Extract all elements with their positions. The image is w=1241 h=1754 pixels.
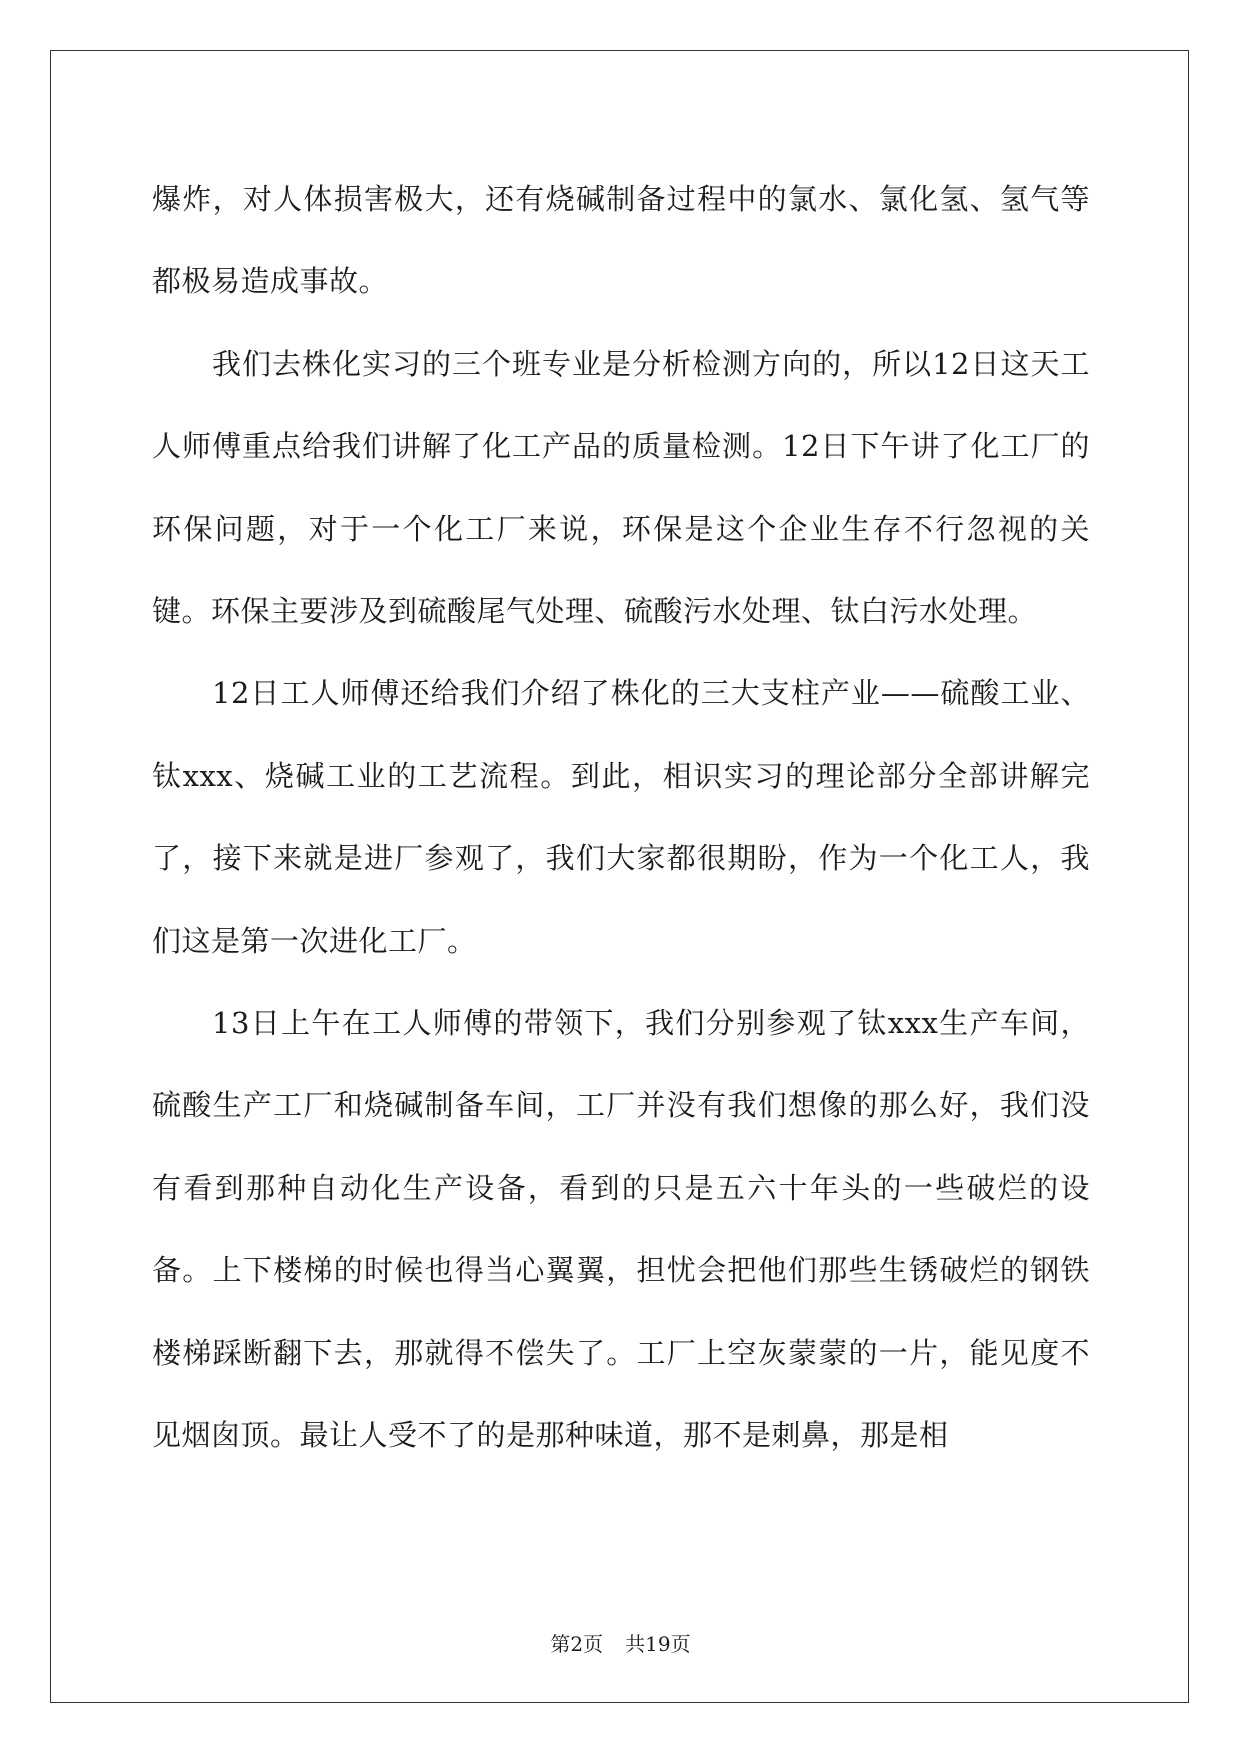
- page-total: 共19页: [625, 1632, 691, 1656]
- paragraph-1: 爆炸，对人体损害极大，还有烧碱制备过程中的氯水、氯化氢、氢气等都极易造成事故。: [152, 182, 1090, 299]
- paragraph-4: 13日上午在工人师傅的带领下，我们分别参观了钛xxx生产车间，硫酸生产工厂和烧碱制备车间，工厂并没有我们想像的那么好，我们没有看到那种自动化生产设备，看到的只是五六十年头的一些破烂的设备。上下楼梯的时候也得当心翼翼，担忧会把他们那些生锈破烂的钢铁楼梯踩断翻下去，那就得不偿失了。工厂上空灰蒙蒙的一片，能见度不见烟囱顶。最让人受不了的是那种味道，那不是刺鼻，那是相: [152, 1006, 1090, 1453]
- paragraph-2: 我们去株化实习的三个班专业是分析检测方向的，所以12日这天工人师傅重点给我们讲解了化工产品的质量检测。12日下午讲了化工厂的环保问题，对于一个化工厂来说，环保是这个企业生存不行忽视的关键。环保主要涉及到硫酸尾气处理、硫酸污水处理、钛白污水处理。: [152, 346, 1090, 629]
- page-number: 第2页: [550, 1632, 604, 1656]
- page-footer: [0, 1628, 1241, 1657]
- paragraph-3: 12日工人师傅还给我们介绍了株化的三大支柱产业——硫酸工业、钛xxx、烧碱工业的工艺流程。到此，相识实习的理论部分全部讲解完了，接下来就是进厂参观了，我们大家都很期盼，作为一个化工人，我们这是第一次进化工厂。: [152, 676, 1090, 958]
- document-body: [152, 158, 1090, 1477]
